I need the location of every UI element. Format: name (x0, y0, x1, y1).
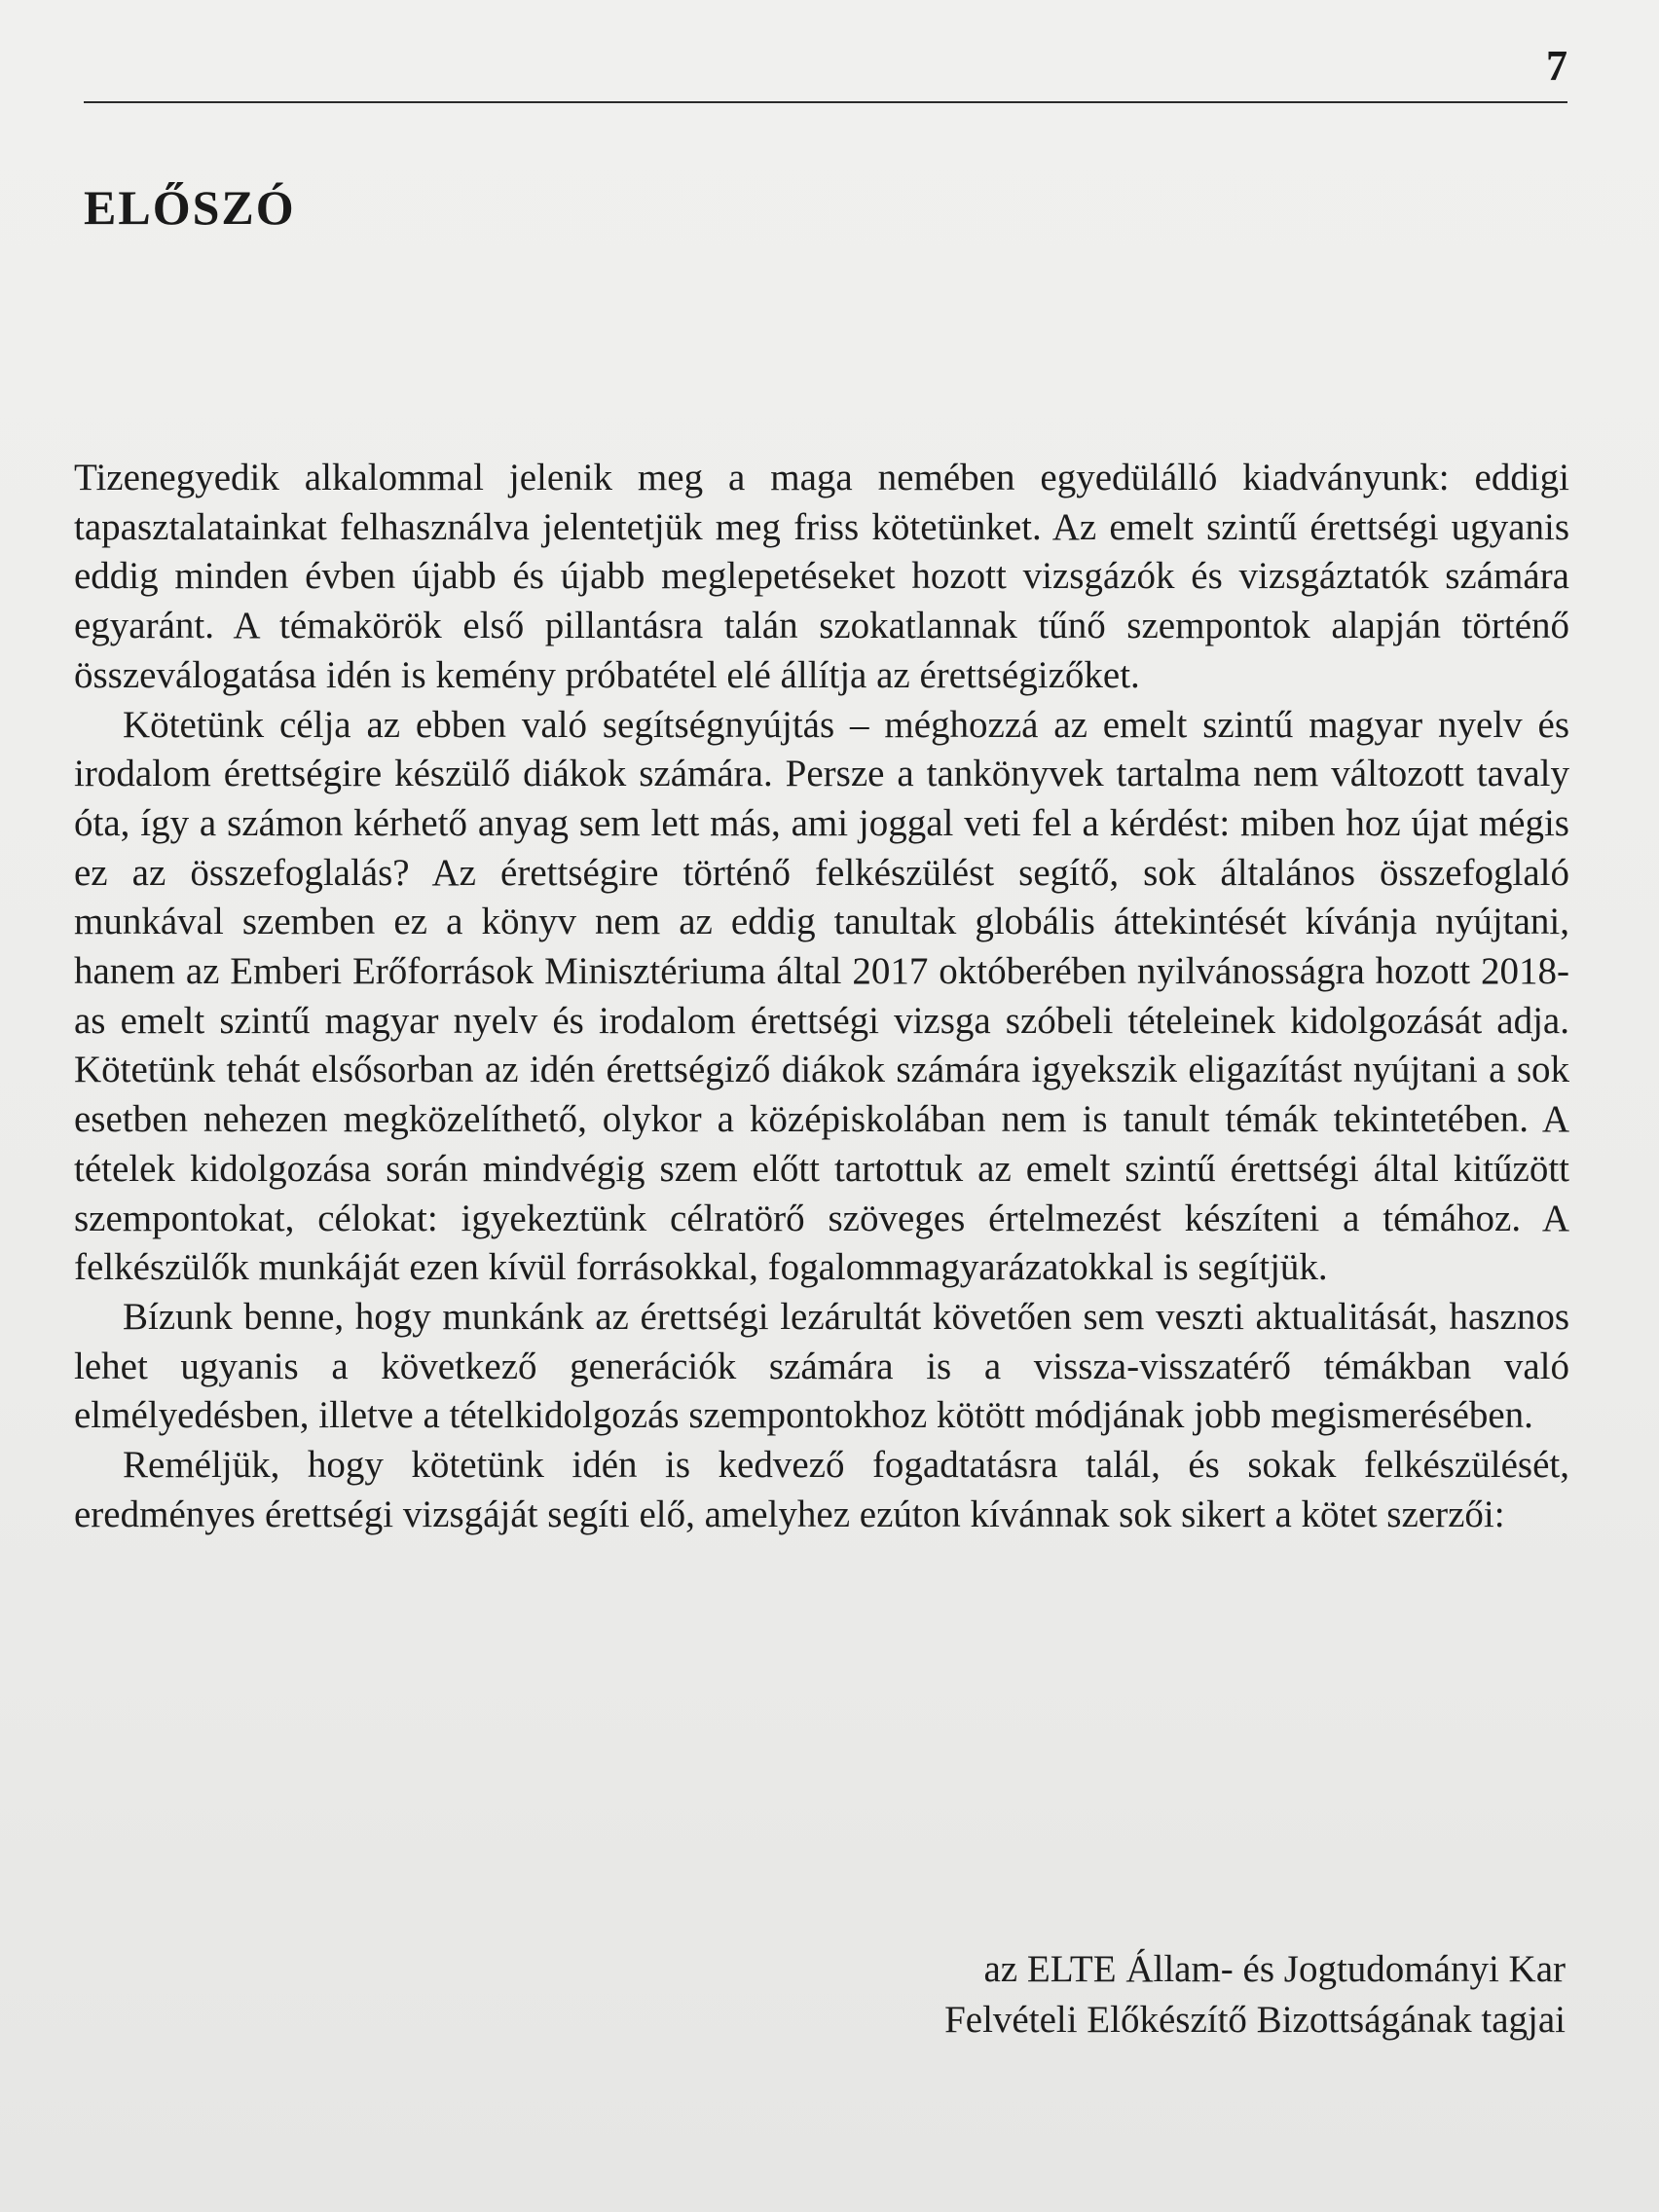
paragraph-3: Bízunk benne, hogy munkánk az érettségi lezárultát követően sem veszti aktualitását, hasznos lehet ugyanis a következő generációk számára is a vissza-visszatérő témákban való elmélyedésben, illetve a tételkidolgozás szempontokhoz kötött módjának jobb megismerésében. (74, 1295, 1569, 1437)
signature-line-2: Felvételi Előkészítő Bizottságának tagjai (944, 1999, 1566, 2041)
paragraph-4: Reméljük, hogy kötetünk idén is kedvező fogadtatásra talál, és sokak felkészülését, eredményes érettségi vizsgáját segíti elő, amelyhez ezúton kívánnak sok sikert a kötet szerzői: (74, 1444, 1569, 1535)
page-number: 7 (1546, 42, 1567, 90)
paragraph-1: Tizenegyedik alkalommal jelenik meg a maga nemében egyedülálló kiadványunk: eddigi tapasztalatainkat felhasználva jelentetjük meg friss kötetünket. Az emelt szintű érettségi ugyanis eddig minden évben újabb és újabb meglepetéseket hozott vizsgázók és vizsgáztatók számára egyaránt. A témakörök első pillantásra talán szokatlannak tűnő szempontok alapján történő összeválogatása idén is kemény próbatétel elé állítja az érettségizőket. (74, 457, 1569, 696)
paragraph-2: Kötetünk célja az ebben való segítségnyújtás – méghozzá az emelt szintű magyar nyelv és irodalom érettségire készülő diákok számára. Persze a tankönyvek tartalma nem változott tavaly óta, így a számon kérhető anyag sem lett más, ami joggal veti fel a kérdést: miben hoz újat mégis ez az összefoglalás? Az érettségire történő felkészülést segítő, sok általános összefoglaló munkával szemben ez a könyv nem az eddig tanultak globális áttekintését kívánja nyújtani, hanem az Emberi Erőforrások Minisztériuma által 2017 októberében nyilvánosságra hozott 2018-as emelt szintű magyar nyelv és irodalom érettségi vizsga szóbeli tételeinek kidolgozását adja. Kötetünk tehát elsősorban az idén érettségiző diákok számára igyekszik eligazítást nyújtani a sok esetben nehezen megközelíthető, olykor a középiskolában nem is tanult témák tekintetében. A tételek kidolgozása során mindvégig szem előtt tartottuk az emelt szintű érettségi által kitűzött szempontokat, célokat: igyekeztünk célratörő szöveges értelmezést készíteni a témához. A felkészülők munkáját ezen kívül forrásokkal, fogalommagyarázatokkal is segítjük. (74, 703, 1569, 1289)
signature-block (689, 1944, 1566, 2046)
signature-line-1: az ELTE Állam- és Jogtudományi Kar (983, 1948, 1566, 1990)
foreword-body (74, 454, 1569, 1539)
header-rule (84, 101, 1567, 103)
page-title: ELŐSZÓ (84, 180, 296, 235)
